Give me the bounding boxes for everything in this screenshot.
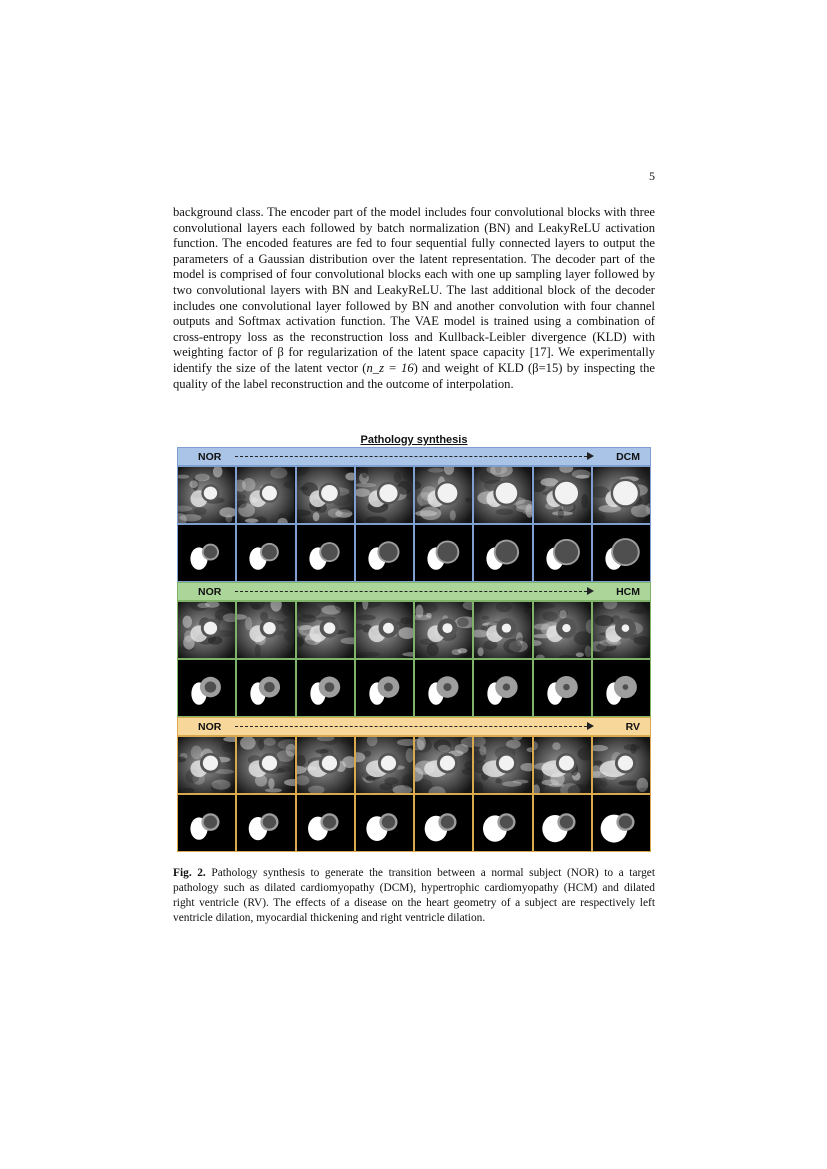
mri-slice bbox=[473, 736, 532, 794]
segmentation-mask bbox=[592, 659, 651, 717]
group-header bbox=[177, 717, 651, 736]
mri-slice bbox=[533, 601, 592, 659]
mri-slice bbox=[296, 601, 355, 659]
mri-slice bbox=[236, 601, 295, 659]
segmentation-mask bbox=[296, 659, 355, 717]
segmentation-mask bbox=[296, 524, 355, 582]
dashed-arrow bbox=[235, 591, 592, 592]
segmentation-mask bbox=[177, 659, 236, 717]
segmentation-mask bbox=[236, 524, 295, 582]
mri-slice bbox=[473, 601, 532, 659]
mri-slice bbox=[355, 466, 414, 524]
dashed-arrow bbox=[235, 456, 592, 457]
mri-slice bbox=[296, 466, 355, 524]
mri-slice bbox=[177, 466, 236, 524]
segmentation-mask bbox=[533, 659, 592, 717]
group-header bbox=[177, 582, 651, 601]
segmentation-mask bbox=[236, 659, 295, 717]
mri-slice bbox=[296, 736, 355, 794]
mri-slice bbox=[533, 466, 592, 524]
figure-title: Pathology synthesis bbox=[360, 434, 468, 446]
mri-slice bbox=[414, 601, 473, 659]
segmentation-mask bbox=[533, 794, 592, 852]
segmentation-row bbox=[177, 659, 651, 717]
segmentation-mask bbox=[414, 794, 473, 852]
dashed-arrow bbox=[235, 726, 592, 727]
page-number: 5 bbox=[649, 169, 655, 183]
figure-caption bbox=[173, 866, 655, 926]
group-target-label: HCM bbox=[616, 585, 640, 598]
mri-slice bbox=[236, 736, 295, 794]
caption-label: Fig. 2. bbox=[173, 867, 206, 879]
mri-row bbox=[177, 736, 651, 794]
segmentation-mask bbox=[473, 524, 532, 582]
segmentation-mask bbox=[533, 524, 592, 582]
segmentation-mask bbox=[473, 794, 532, 852]
segmentation-mask bbox=[414, 524, 473, 582]
mri-row bbox=[177, 466, 651, 524]
mri-slice bbox=[236, 466, 295, 524]
group-source-label: NOR bbox=[198, 450, 222, 463]
group-target-label: DCM bbox=[616, 450, 640, 463]
mri-slice bbox=[533, 736, 592, 794]
caption-text: Pathology synthesis to generate the transition between a normal subject (NOR) to a target pathology such as dilated cardiomyopathy (DCM), hypertrophic cardiomyopathy (HCM) and dilated right ventricle (RV). The effects of a disease on the heart geometry of a subject are respectively left ventricle dilation, myocardial thickening and right ventricle dilation. bbox=[173, 867, 656, 924]
segmentation-mask bbox=[296, 794, 355, 852]
segmentation-mask bbox=[355, 524, 414, 582]
mri-slice bbox=[592, 736, 651, 794]
body-text-part1: background class. The encoder part of the model includes four convolutional blocks with three convolutional layers each followed by batch normalization (BN) and LeakyReLU activation function. The encoded features are fed to four sequential fully connected layers to output the parameters of a Gaussian distribution over the latent representation. The decoder part of the model is comprised of four convolutional blocks each with one up sampling layer followed by two convolutional layers with BN and LeakyReLU. The last additional block of the decoder includes one convolutional layer followed by BN and another convolution with four channel outputs and Softmax activation function. The VAE model is trained using a combination of cross-entropy loss as the reconstruction loss and Kullback-Leibler divergence (KLD) with weighting factor of β for regularization of the latent space capacity [17]. We experimentally identify the size of the latent vector ( bbox=[173, 205, 655, 375]
segmentation-row bbox=[177, 794, 651, 852]
group-source-label: NOR bbox=[198, 720, 222, 733]
mri-slice bbox=[592, 601, 651, 659]
segmentation-mask bbox=[592, 794, 651, 852]
latent-size-math: n_z = 16 bbox=[366, 360, 414, 375]
segmentation-mask bbox=[355, 794, 414, 852]
segmentation-mask bbox=[414, 659, 473, 717]
mri-row bbox=[177, 601, 651, 659]
segmentation-row bbox=[177, 524, 651, 582]
figure-groups bbox=[177, 447, 651, 852]
mri-slice bbox=[177, 601, 236, 659]
group-source-label: NOR bbox=[198, 585, 222, 598]
mri-slice bbox=[473, 466, 532, 524]
figure-2 bbox=[177, 433, 651, 852]
segmentation-mask bbox=[236, 794, 295, 852]
mri-slice bbox=[355, 736, 414, 794]
mri-slice bbox=[592, 466, 651, 524]
group-header bbox=[177, 447, 651, 466]
segmentation-mask bbox=[473, 659, 532, 717]
mri-slice bbox=[177, 736, 236, 794]
segmentation-mask bbox=[592, 524, 651, 582]
body-paragraph bbox=[173, 205, 655, 392]
group-target-label: RV bbox=[625, 720, 640, 733]
body-text-part2: ) and weight of KLD (β=15) by inspecting the quality of the label reconstruction and the outcome of interpolation. bbox=[173, 360, 656, 391]
segmentation-mask bbox=[177, 524, 236, 582]
segmentation-mask bbox=[177, 794, 236, 852]
mri-slice bbox=[355, 601, 414, 659]
mri-slice bbox=[414, 466, 473, 524]
mri-slice bbox=[414, 736, 473, 794]
segmentation-mask bbox=[355, 659, 414, 717]
